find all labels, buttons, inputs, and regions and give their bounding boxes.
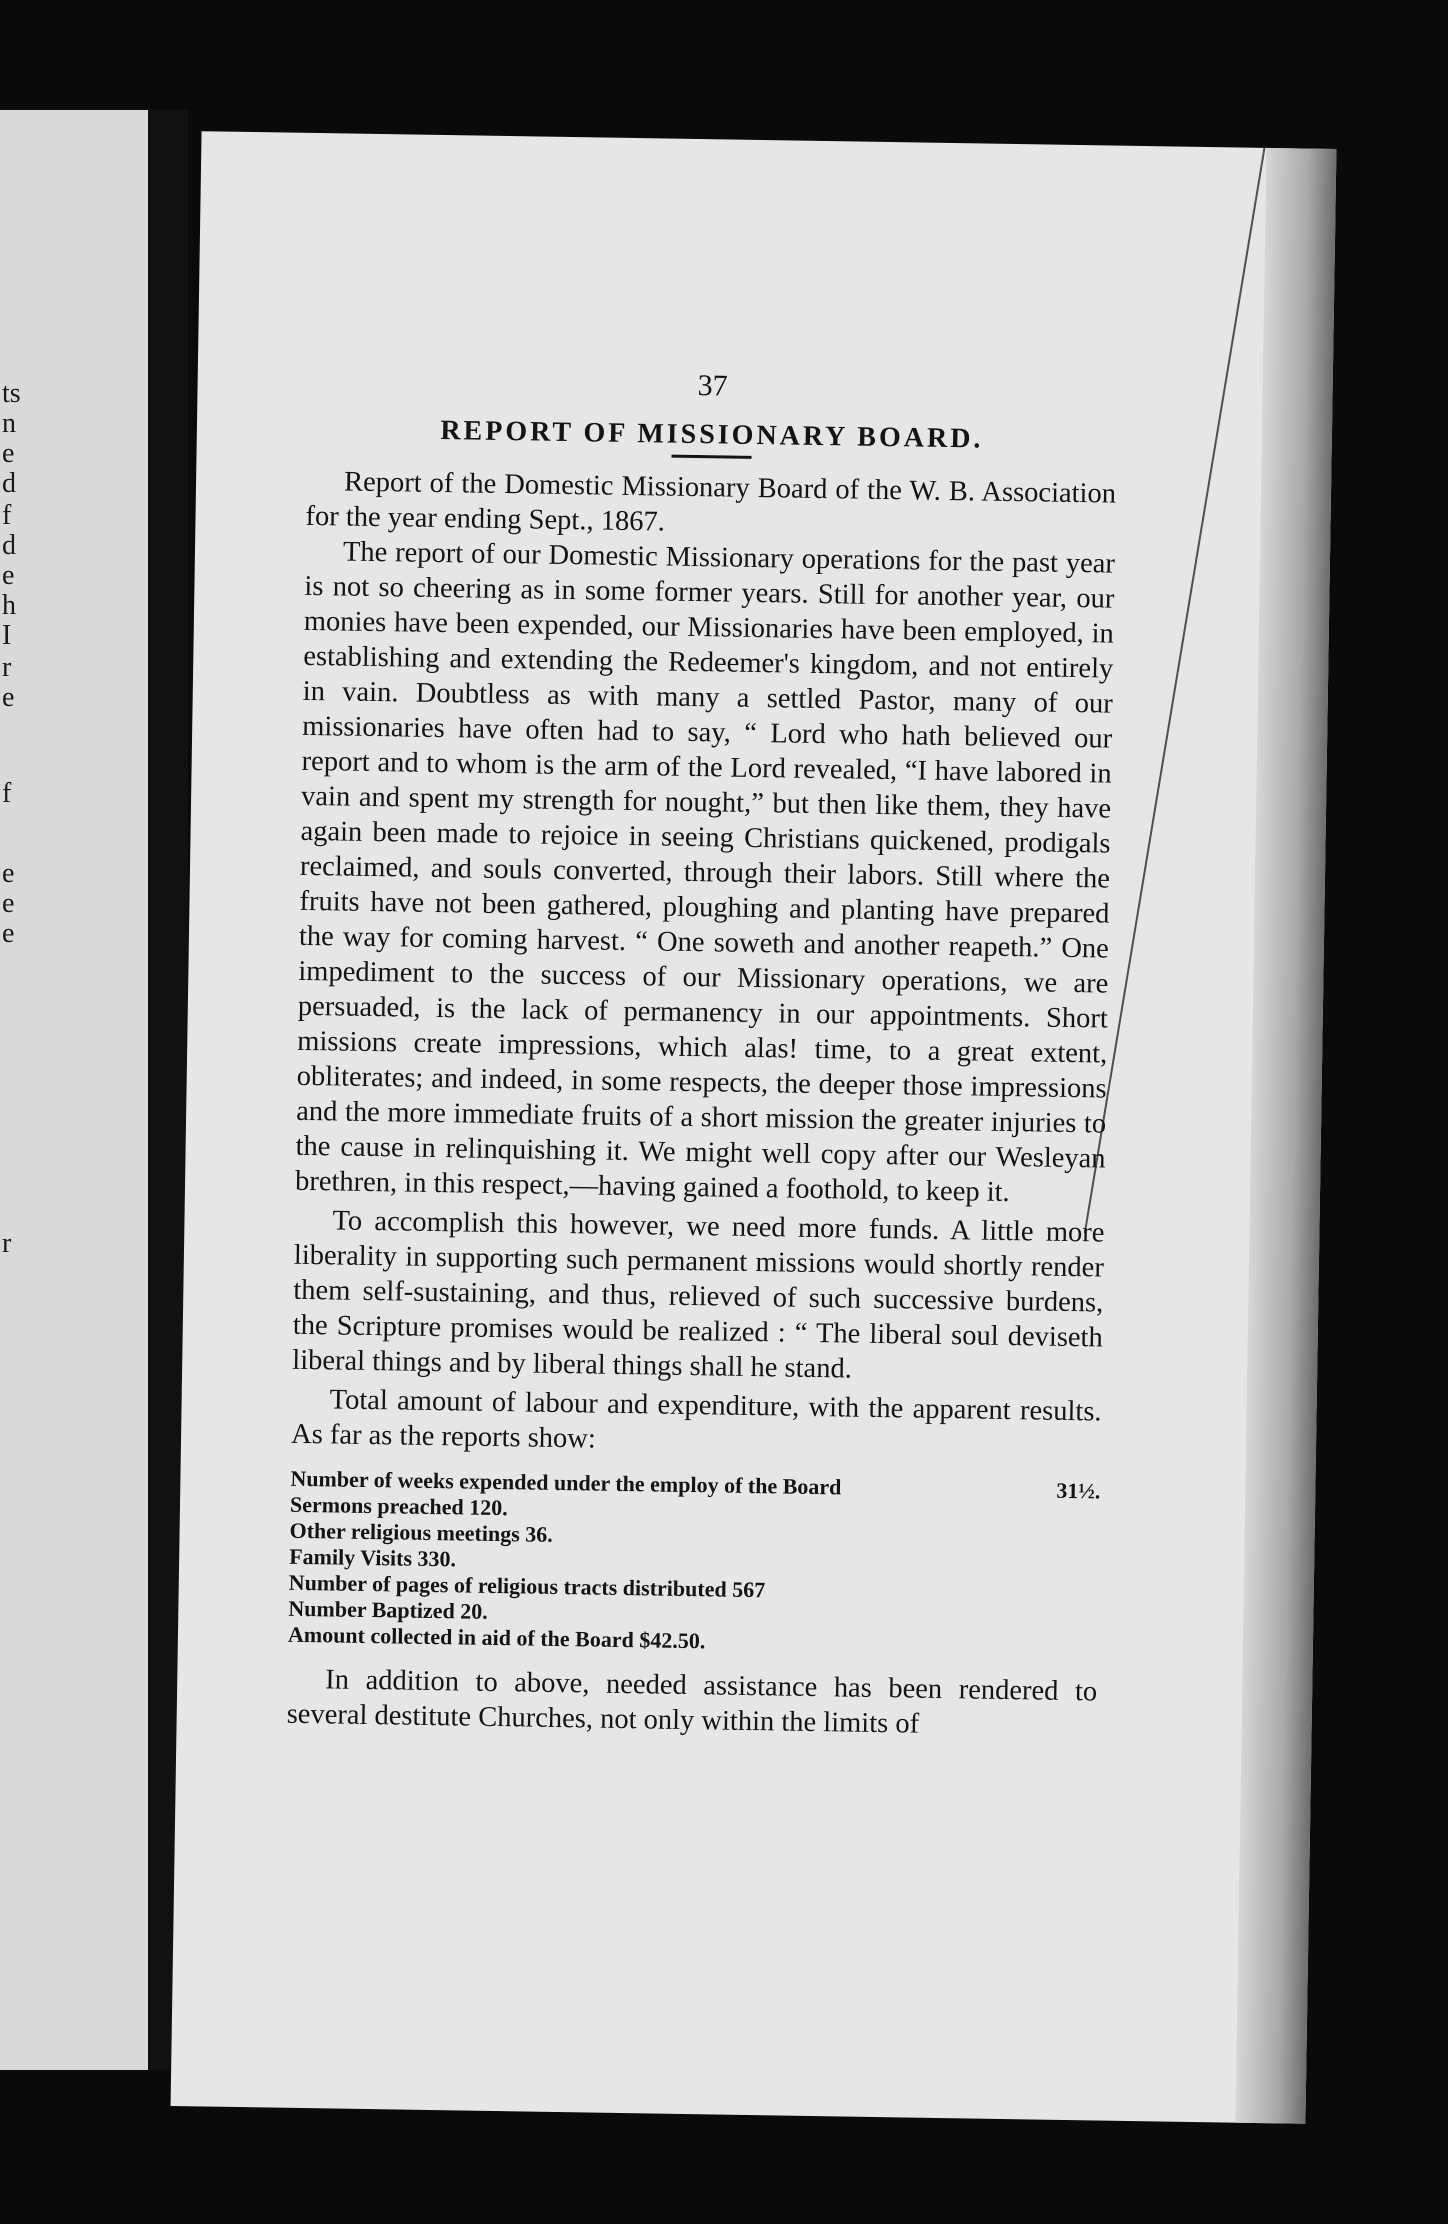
closing-paragraph: In addition to above, needed assistance has been rendered to several destitute Churches, not only within the limits of: [286, 1664, 1098, 1740]
body-paragraph: Total amount of labour and expenditure, with the apparent results. As far as the reports show:: [290, 1384, 1102, 1455]
left-page-text-fragments: [0, 110, 30, 2070]
edge-letter: d: [2, 530, 16, 561]
list-item: Family Visits 330.: [289, 1543, 457, 1572]
body-paragraph: To accomplish this however, we need more funds. A little more liberality in supporting such permanent missions would shortly render them self-sustaining, and thus, relieved of such successive burdens, the Scripture promises would be realized : “ The liberal soul deviseth liberal things and by liberal things shall he stand.: [292, 1205, 1105, 1385]
intro-paragraph: Report of the Domestic Missionary Board of the W. B. Association for the year ending Sept., 1867.: [305, 466, 1117, 538]
edge-letter: f: [2, 500, 12, 531]
list-item: Other religious meetings 36.: [289, 1517, 553, 1547]
results-list: [288, 1466, 1101, 1661]
page-heading: REPORT OF MISSIONARY BOARD.: [440, 414, 984, 455]
list-item: Number of pages of religious tracts distributed 567: [288, 1569, 766, 1603]
page-edge-shadow: [1235, 148, 1336, 2124]
edge-letter: ts: [2, 378, 21, 409]
page-number: 37: [697, 369, 728, 403]
weeks-label: Number of weeks expended under the employ of the Board: [290, 1465, 842, 1500]
list-item: Number Baptized 20.: [288, 1595, 489, 1624]
edge-letter: h: [2, 590, 16, 621]
edge-letter: d: [2, 468, 16, 499]
edge-letter: e: [2, 682, 15, 713]
edge-letter: I: [2, 620, 12, 651]
edge-letter: r: [2, 1228, 12, 1259]
edge-letter: n: [2, 408, 16, 439]
list-item: Amount collected in aid of the Board $42.50.: [287, 1621, 706, 1654]
edge-letter: e: [2, 888, 15, 919]
body-paragraph: The report of our Domestic Missionary operations for the past year is not so cheering as in some former years. Still for another year, our monies have been expended, our Missionaries have been employed, in establishing and extending the Redeemer's kingdom, and not entirely in vain. Doubtless as with many a settled Pastor, many of our missionaries have often had to say, “ Lord who hath believed our report and to whom is the arm of the Lord revealed, “I have labored in vain and spent my strength for nought,” but then like them, they have again been made to rejoice in seeing Christians quickened, prodigals reclaimed, and souls converted, through their labors. Still where the fruits have not been gathered, ploughing and planting have prepared the way for coming harvest. “ One soweth and another reapeth.” One impediment to the success of our Missionary operations, we are persuaded, is the lack of permanency in our appointments. Short missions create impressions, which alas! time, to a great extent, obliterates; and indeed, in some respects, the deeper those impressions and the more immediate fruits of a short mission the greater injuries to the cause in relinquishing it. We might well copy after our Wesleyan brethren, in this respect,—having gained a foothold, to keep it.: [294, 536, 1116, 1209]
edge-letter: e: [2, 918, 15, 949]
edge-letter: f: [2, 778, 12, 809]
list-item: Sermons preached 120.: [289, 1491, 508, 1521]
edge-letter: r: [2, 652, 12, 683]
left-page-edge: [0, 110, 148, 2070]
page-text-block: [286, 363, 1117, 1745]
book-page: [171, 131, 1337, 2124]
weeks-value: 31½.: [1056, 1477, 1101, 1504]
heading-rule: [672, 455, 752, 459]
edge-letter: e: [2, 438, 15, 469]
edge-letter: e: [2, 858, 15, 889]
edge-letter: e: [2, 560, 15, 591]
